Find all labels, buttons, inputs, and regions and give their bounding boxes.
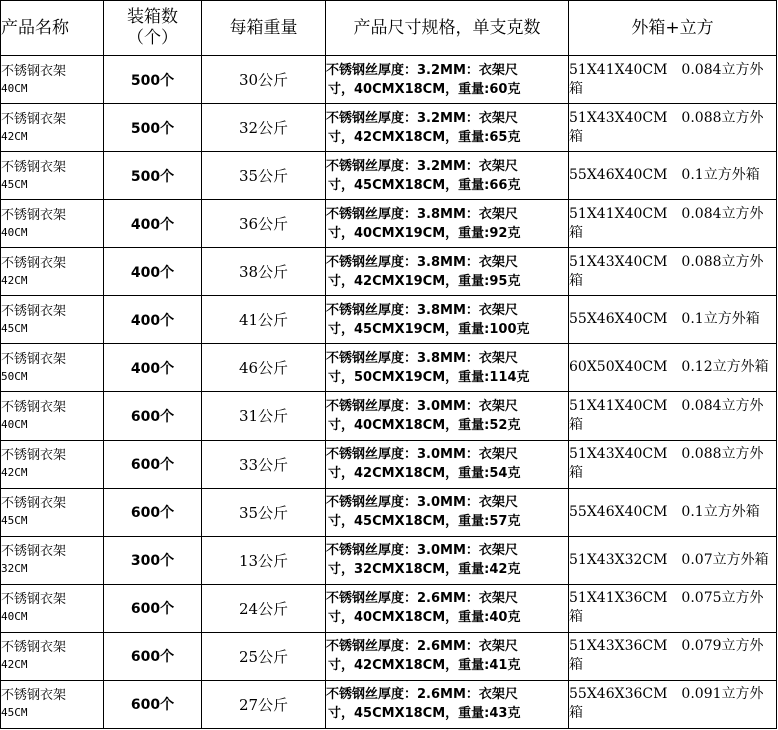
quantity-cell: 600个 (104, 392, 202, 440)
spec-line-1: 不锈钢丝厚度：3.8MM：衣架尺 (326, 350, 518, 366)
table-row (1, 632, 777, 680)
spec-line-1: 不锈钢丝厚度：2.6MM：衣架尺 (326, 687, 518, 703)
product-name: 不锈钢衣架 (1, 207, 67, 223)
table-row (1, 104, 777, 152)
table-body (1, 56, 777, 729)
spec-line-1: 不锈钢丝厚度：3.2MM：衣架尺 (326, 62, 518, 78)
product-name-cell (1, 392, 104, 440)
spec-line-1: 不锈钢丝厚度：2.6MM：衣架尺 (326, 591, 518, 607)
quantity-cell: 600个 (104, 584, 202, 632)
spec-cell (326, 392, 569, 440)
header-weight: 每箱重量 (202, 1, 326, 56)
spec-line-2: 寸，40CMX18CM，重量:52克 (328, 417, 521, 433)
spec-line-2: 寸，42CMX18CM，重量:65克 (328, 129, 521, 145)
header-row (1, 1, 777, 56)
spec-line-1: 不锈钢丝厚度：3.0MM：衣架尺 (326, 447, 518, 463)
quantity-cell: 600个 (104, 440, 202, 488)
table-row (1, 440, 777, 488)
product-model: 42CM (1, 466, 28, 480)
spec-line-1: 不锈钢丝厚度：3.0MM：衣架尺 (326, 398, 518, 414)
product-model: 40CM (1, 81, 28, 95)
product-name-cell (1, 248, 104, 296)
quantity-cell: 500个 (104, 152, 202, 200)
spec-line-2: 寸，42CMX18CM，重量:54克 (328, 466, 521, 482)
header-spec: 产品尺寸规格，单支克数 (326, 1, 569, 56)
box-cell: 51X41X40CM 0.084立方外箱 (569, 56, 777, 104)
spec-cell (326, 56, 569, 104)
product-name: 不锈钢衣架 (1, 111, 67, 127)
product-name: 不锈钢衣架 (1, 688, 67, 704)
weight-cell: 46公斤 (202, 344, 326, 392)
product-model: 42CM (1, 129, 28, 143)
spec-line-1: 不锈钢丝厚度：3.8MM：衣架尺 (326, 254, 518, 270)
product-model: 45CM (1, 514, 28, 528)
product-model: 42CM (1, 658, 28, 672)
quantity-cell: 400个 (104, 344, 202, 392)
spec-cell (326, 440, 569, 488)
spec-line-2: 寸，45CMX18CM，重量:66克 (328, 177, 521, 193)
box-cell: 51X41X40CM 0.084立方外箱 (569, 200, 777, 248)
product-model: 45CM (1, 321, 28, 335)
table-row (1, 536, 777, 584)
weight-cell: 24公斤 (202, 584, 326, 632)
quantity-cell: 600个 (104, 488, 202, 536)
product-name: 不锈钢衣架 (1, 592, 67, 608)
header-quantity (104, 1, 202, 56)
product-name: 不锈钢衣架 (1, 496, 67, 512)
quantity-cell: 400个 (104, 296, 202, 344)
product-name: 不锈钢衣架 (1, 303, 67, 319)
product-name-cell (1, 680, 104, 728)
quantity-cell: 400个 (104, 248, 202, 296)
product-name-cell (1, 152, 104, 200)
product-model: 40CM (1, 417, 28, 431)
product-name: 不锈钢衣架 (1, 63, 67, 79)
box-cell: 51X41X36CM 0.075立方外箱 (569, 584, 777, 632)
spec-cell (326, 296, 569, 344)
product-name-cell (1, 536, 104, 584)
quantity-cell: 300个 (104, 536, 202, 584)
product-name-cell (1, 296, 104, 344)
spec-cell (326, 104, 569, 152)
product-name: 不锈钢衣架 (1, 159, 67, 175)
table-row (1, 296, 777, 344)
spec-line-2: 寸，42CMX19CM，重量:95克 (328, 273, 521, 289)
quantity-cell: 500个 (104, 104, 202, 152)
product-model: 45CM (1, 177, 28, 191)
weight-cell: 13公斤 (202, 536, 326, 584)
quantity-cell: 400个 (104, 200, 202, 248)
spec-line-1: 不锈钢丝厚度：3.0MM：衣架尺 (326, 495, 518, 511)
spec-cell (326, 680, 569, 728)
header-quantity-line1: 装箱数 (127, 7, 178, 27)
table-row (1, 248, 777, 296)
box-cell: 55X46X40CM 0.1立方外箱 (569, 488, 777, 536)
product-name: 不锈钢衣架 (1, 448, 67, 464)
box-cell: 51X41X40CM 0.084立方外箱 (569, 392, 777, 440)
product-name-cell (1, 56, 104, 104)
spec-cell (326, 344, 569, 392)
weight-cell: 25公斤 (202, 632, 326, 680)
product-model: 50CM (1, 369, 28, 383)
weight-cell: 31公斤 (202, 392, 326, 440)
table-row (1, 584, 777, 632)
product-name: 不锈钢衣架 (1, 399, 67, 415)
table-row (1, 56, 777, 104)
spec-line-2: 寸，45CMX19CM，重量:100克 (328, 321, 530, 337)
spec-line-2: 寸，40CMX19CM，重量:92克 (328, 225, 521, 241)
product-name-cell (1, 344, 104, 392)
table-row (1, 344, 777, 392)
box-cell: 51X43X40CM 0.088立方外箱 (569, 104, 777, 152)
spec-line-2: 寸，40CMX18CM，重量:40克 (328, 610, 521, 626)
spec-cell (326, 536, 569, 584)
spec-line-1: 不锈钢丝厚度：3.2MM：衣架尺 (326, 110, 518, 126)
spec-line-1: 不锈钢丝厚度：2.6MM：衣架尺 (326, 639, 518, 655)
table-row (1, 680, 777, 728)
table-row (1, 200, 777, 248)
table-row (1, 488, 777, 536)
product-model: 45CM (1, 706, 28, 720)
box-cell: 51X43X36CM 0.079立方外箱 (569, 632, 777, 680)
box-cell: 51X43X40CM 0.088立方外箱 (569, 440, 777, 488)
weight-cell: 27公斤 (202, 680, 326, 728)
product-name-cell (1, 488, 104, 536)
spec-cell (326, 248, 569, 296)
product-model: 42CM (1, 273, 28, 287)
spec-cell (326, 488, 569, 536)
header-quantity-line2: （个） (127, 28, 178, 48)
spec-line-1: 不锈钢丝厚度：3.8MM：衣架尺 (326, 206, 518, 222)
box-cell: 55X46X40CM 0.1立方外箱 (569, 296, 777, 344)
spec-cell (326, 200, 569, 248)
product-name: 不锈钢衣架 (1, 544, 67, 560)
weight-cell: 33公斤 (202, 440, 326, 488)
weight-cell: 32公斤 (202, 104, 326, 152)
header-product-name: 产品名称 (1, 1, 104, 56)
box-cell: 60X50X40CM 0.12立方外箱 (569, 344, 777, 392)
spec-cell (326, 632, 569, 680)
box-cell: 51X43X40CM 0.088立方外箱 (569, 248, 777, 296)
table-row (1, 392, 777, 440)
spec-cell (326, 584, 569, 632)
product-model: 40CM (1, 610, 28, 624)
table-row (1, 152, 777, 200)
header-box: 外箱+立方 (569, 1, 777, 56)
spec-line-2: 寸，45CMX18CM，重量:57克 (328, 514, 521, 530)
quantity-cell: 600个 (104, 632, 202, 680)
box-cell: 51X43X32CM 0.07立方外箱 (569, 536, 777, 584)
spec-line-2: 寸，32CMX18CM，重量:42克 (328, 562, 521, 578)
product-model: 32CM (1, 562, 28, 576)
weight-cell: 41公斤 (202, 296, 326, 344)
spec-line-1: 不锈钢丝厚度：3.2MM：衣架尺 (326, 158, 518, 174)
product-name-cell (1, 104, 104, 152)
weight-cell: 35公斤 (202, 152, 326, 200)
product-name-cell (1, 440, 104, 488)
product-name-cell (1, 584, 104, 632)
spec-line-1: 不锈钢丝厚度：3.8MM：衣架尺 (326, 302, 518, 318)
product-model: 40CM (1, 225, 28, 239)
box-cell: 55X46X40CM 0.1立方外箱 (569, 152, 777, 200)
weight-cell: 35公斤 (202, 488, 326, 536)
spec-line-1: 不锈钢丝厚度：3.0MM：衣架尺 (326, 543, 518, 559)
weight-cell: 30公斤 (202, 56, 326, 104)
product-name-cell (1, 200, 104, 248)
quantity-cell: 600个 (104, 680, 202, 728)
spec-line-2: 寸，40CMX18CM，重量:60克 (328, 81, 521, 97)
spec-cell (326, 152, 569, 200)
spec-line-2: 寸，45CMX18CM，重量:43克 (328, 706, 521, 722)
quantity-cell: 500个 (104, 56, 202, 104)
product-name-cell (1, 632, 104, 680)
box-cell: 55X46X36CM 0.091立方外箱 (569, 680, 777, 728)
product-name: 不锈钢衣架 (1, 351, 67, 367)
weight-cell: 38公斤 (202, 248, 326, 296)
weight-cell: 36公斤 (202, 200, 326, 248)
spec-line-2: 寸，50CMX19CM，重量:114克 (328, 369, 530, 385)
product-name: 不锈钢衣架 (1, 255, 67, 271)
spec-line-2: 寸，42CMX18CM，重量:41克 (328, 658, 521, 674)
product-name: 不锈钢衣架 (1, 640, 67, 656)
